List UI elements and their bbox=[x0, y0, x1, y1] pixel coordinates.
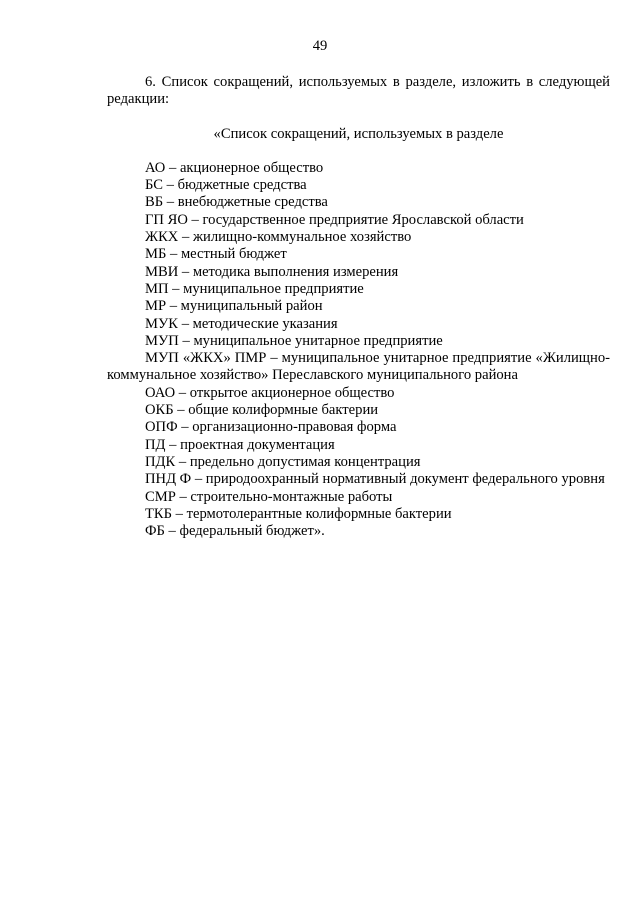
abbreviation-list bbox=[107, 160, 610, 541]
document-body bbox=[107, 74, 610, 540]
abbreviation-item: ВБ – внебюджетные средства bbox=[145, 194, 328, 211]
abbreviation-item: ОКБ – общие колиформные бактерии bbox=[145, 402, 379, 419]
instruction-paragraph: 6. Список сокращений, используемых в разделе, изложить в следующей редакции: bbox=[107, 74, 610, 108]
abbreviation-item: ОПФ – организационно-правовая форма bbox=[145, 419, 397, 436]
abbreviation-item: БС – бюджетные средства bbox=[145, 177, 307, 194]
abbreviation-item: ТКБ – термотолерантные колиформные бактерии bbox=[145, 505, 452, 522]
abbreviation-item: МП – муниципальное предприятие bbox=[145, 280, 364, 297]
abbreviation-item: МУК – методические указания bbox=[145, 315, 338, 332]
abbreviation-item: МР – муниципальный район bbox=[145, 298, 323, 315]
page-number: 49 bbox=[312, 38, 328, 54]
abbreviation-item: АО – акционерное общество bbox=[145, 159, 324, 176]
abbreviation-item: ПД – проектная документация bbox=[145, 436, 335, 453]
abbreviation-item: ЖКХ – жилищно-коммунальное хозяйство bbox=[145, 229, 412, 246]
abbreviation-item: МУП «ЖКХ» ПМР – муниципальное унитарное предприятие «Жилищно-коммунальное хозяйство» Переславского муниципального района bbox=[107, 350, 610, 384]
abbreviation-item: ФБ – федеральный бюджет». bbox=[145, 523, 325, 540]
abbreviation-item: МВИ – методика выполнения измерения bbox=[145, 263, 399, 280]
abbreviation-item: ПДК – предельно допустимая концентрация bbox=[145, 453, 421, 470]
abbreviation-item: СМР – строительно-монтажные работы bbox=[145, 488, 393, 505]
abbreviation-item: ГП ЯО – государственное предприятие Ярославской области bbox=[145, 211, 524, 228]
abbreviation-item: МБ – местный бюджет bbox=[145, 246, 287, 263]
abbreviation-item: ОАО – открытое акционерное общество bbox=[145, 384, 395, 401]
abbreviation-item: МУП – муниципальное унитарное предприятие bbox=[145, 332, 443, 349]
abbreviation-item: ПНД Ф – природоохранный нормативный документ федерального уровня bbox=[145, 471, 605, 488]
list-heading: «Список сокращений, используемых в разделе bbox=[213, 125, 504, 142]
